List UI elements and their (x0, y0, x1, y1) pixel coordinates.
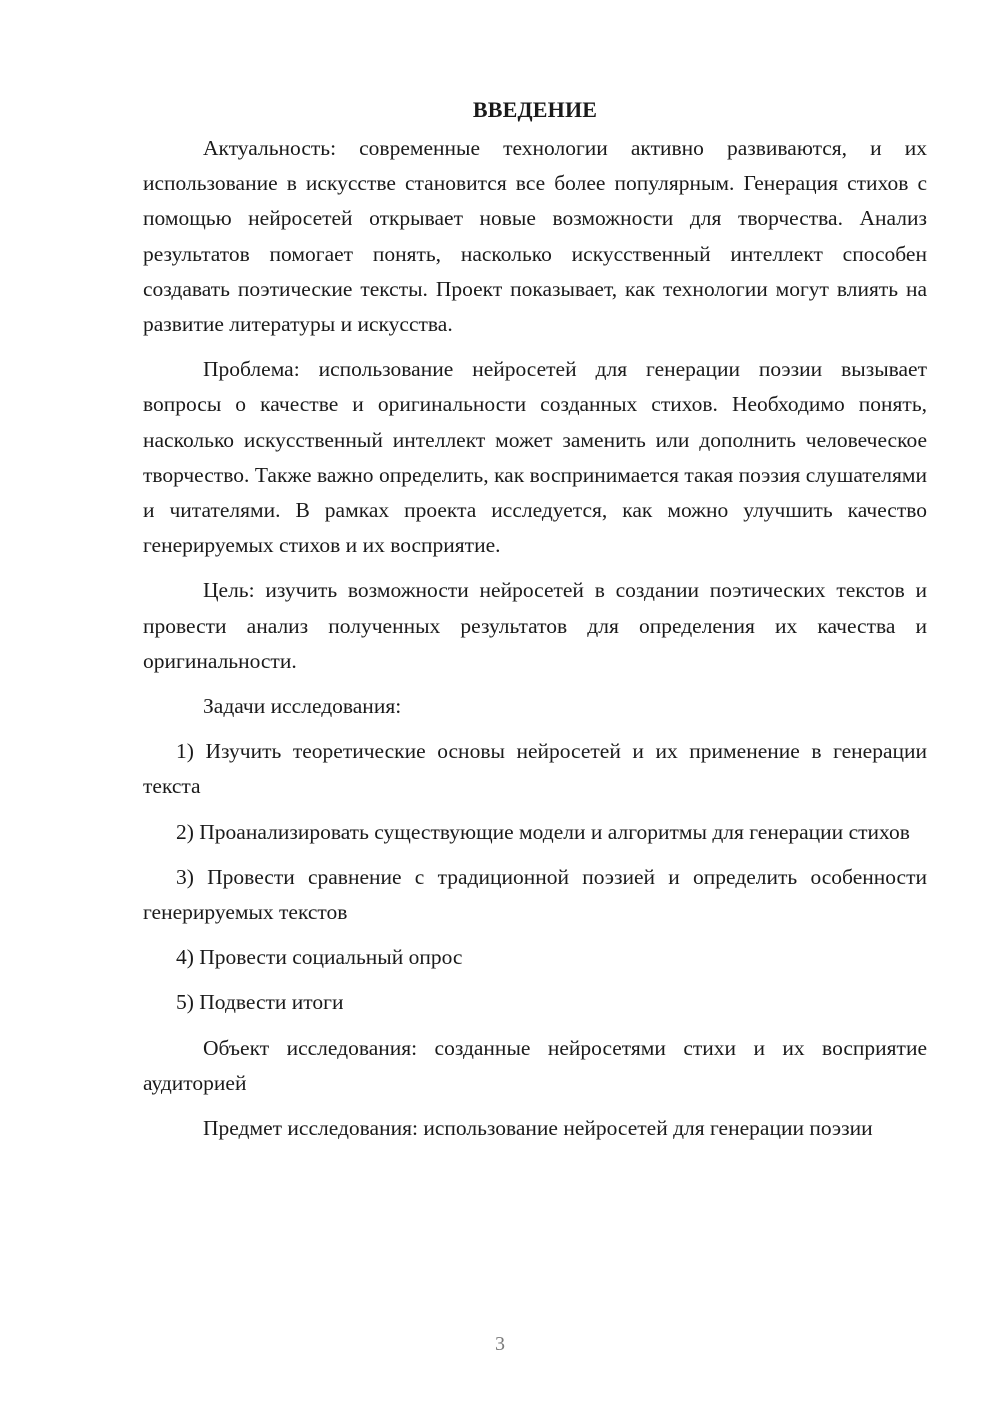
paragraph-goal: Цель: изучить возможности нейросетей в создании поэтических текстов и провести анализ полученных результатов для определения их качества и оригинальности. (143, 578, 927, 673)
task-item-1: 1) Изучить теоретические основы нейросетей и их применение в генерации текста (143, 739, 927, 799)
task-item-4: 4) Провести социальный опрос (176, 945, 463, 970)
page-number: 3 (495, 1333, 505, 1355)
task-item-5: 5) Подвести итоги (176, 990, 344, 1015)
paragraph-subject: Предмет исследования: использование нейросетей для генерации поэзии (203, 1116, 873, 1141)
document-page (143, 92, 927, 1156)
task-item-3: 3) Провести сравнение с традиционной поэзией и определить особенности генерируемых текстов (143, 864, 927, 925)
paragraph-relevance: Актуальность: современные технологии активно развиваются, и их использование в искусстве становится все более популярным. Генерация стихов с помощью нейросетей открывает новые возможности для творчества. Анализ результатов помогает понять, насколько искусственный интеллект способен создавать поэтические тексты. Проект показывает, как технологии могут влиять на развитие литературы и искусства. (143, 136, 927, 337)
task-item-2: 2) Проанализировать существующие модели и алгоритмы для генерации стихов (176, 819, 910, 844)
paragraph-problem: Проблема: использование нейросетей для генерации поэзии вызывает вопросы о качестве и оригинальности созданных стихов. Необходимо понять, насколько искусственный интеллект может заменить или дополнить человеческое творчество. Также важно определить, как воспринимается такая поэзия слушателями и читателями. В рамках проекта исследуется, как можно улучшить качество генерируемых стихов и их восприятие. (143, 357, 927, 558)
paragraph-object: Объект исследования: созданные нейросетями стихи и их восприятие аудиторией (143, 1035, 927, 1095)
task-list (143, 734, 927, 1020)
section-heading: ВВЕДЕНИЕ (472, 97, 598, 122)
tasks-title: Задачи исследования: (203, 694, 402, 719)
